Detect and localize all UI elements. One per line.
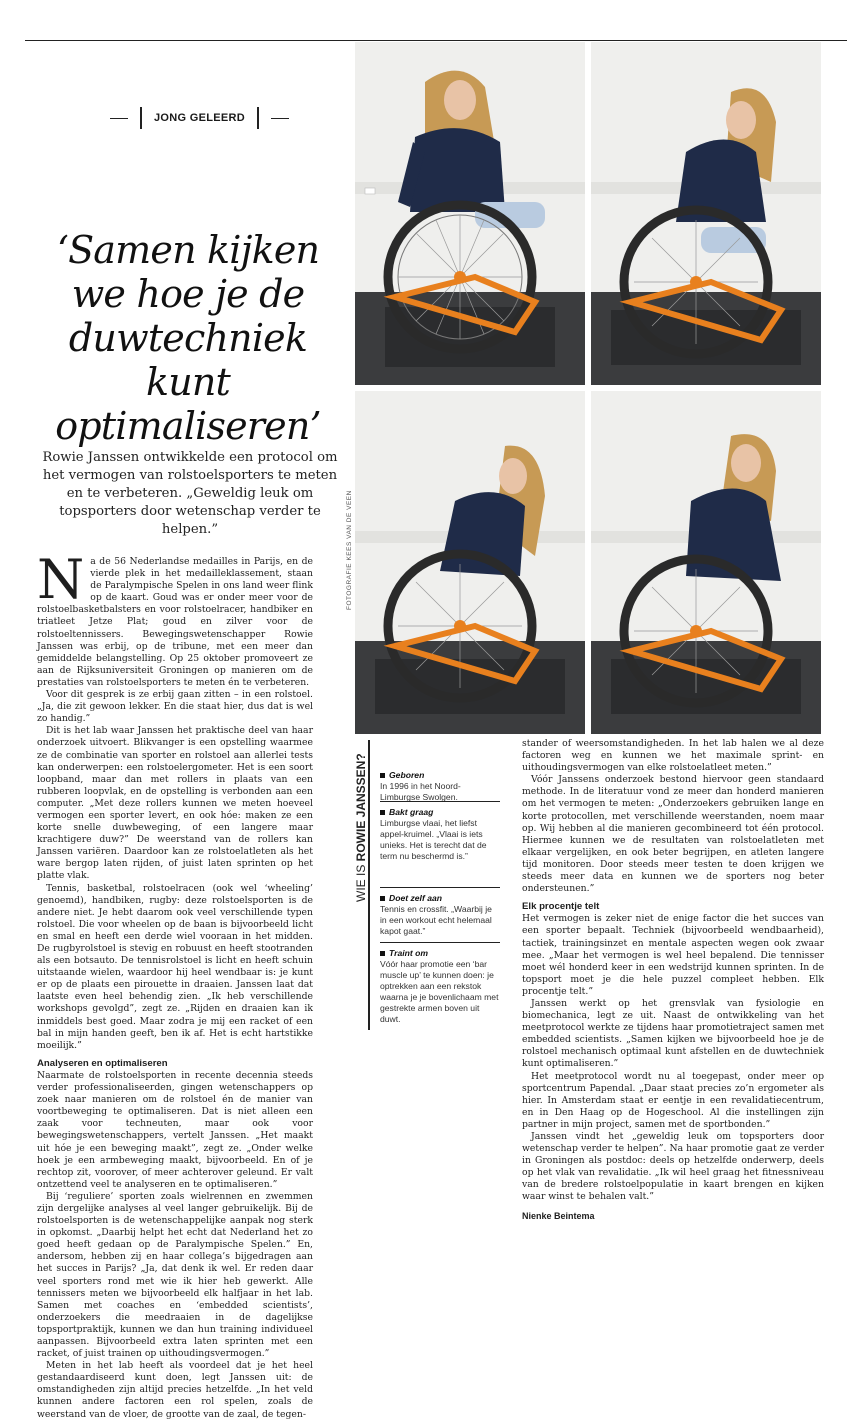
subheading: Analyseren en optimaliseren bbox=[37, 1057, 168, 1069]
paragraph: Janssen werkt op het grensvlak van fysiologie en biomechanica, legt ze uit. Naast de ontwikkeling van het meetprotocol werkte ze tijdens haar promotietraject samen met embedded scientists. „Samen kijken we bijvoorbeeld hoe je de rolstoel mechanisch optimaal kunt afstellen en de duwtechniek kunt optimaliseren.” bbox=[522, 997, 824, 1070]
sidebar-item-text: Tennis en crossfit. „Waarbij je in een workout echt helemaal kapot gaat.” bbox=[380, 904, 492, 936]
sidebar-item-head: Bakt graag bbox=[380, 807, 500, 818]
sidebar-title bbox=[354, 753, 368, 902]
sidebar-title-prefix: WIE IS bbox=[354, 861, 368, 902]
photo-grid bbox=[355, 42, 822, 736]
paragraph: Dit is het lab waar Janssen het praktische deel van haar onderzoek uitvoert. Blikvanger is een opstelling waarmee ze de combinatie van sporter en rolstoel aan allerlei tests kan onderwerpen: een rolstoelergometer. Het is een soort loopband, maar dan met rollers in plaats van een rubberen loopvlak, en de opstelling is verbonden aan een computer. „Met deze rollers kunnen we meten hoeveel vermogen een sporter levert, en ook hóe: maken ze een korte snelle duwbeweging, of een langere maar krachtigere duw?” De weerstand van de rollers kan Janssen variëren. Daardoor kan ze rolstoelatleten als het ware bergop laten rijden, of juist laten sprinten op het platte vlak. bbox=[37, 725, 313, 882]
section-line-right bbox=[271, 118, 289, 119]
sidebar-separator bbox=[380, 887, 500, 888]
sidebar-item-bakes bbox=[380, 807, 500, 862]
sidebar-item-sports bbox=[380, 893, 500, 937]
section-bar-right bbox=[257, 107, 259, 129]
photo-1 bbox=[355, 42, 585, 385]
paragraph: Voor dit gesprek is ze erbij gaan zitten – in een rolstoel. „Ja, die zit gewoon lekker. En die staat hier, dus dat is wel zo handig.” bbox=[37, 689, 313, 725]
paragraph: stander of weersomstandigheden. In het lab halen we al deze factoren weg en kunnen we het maximale sprint- en uithoudingsvermogen van elke rolstoelatleet meten.” bbox=[522, 738, 824, 774]
section-label-text: JONG GELEERD bbox=[153, 112, 245, 124]
photo-4 bbox=[591, 391, 821, 734]
paragraph: Vóór Janssens onderzoek bestond hiervoor geen standaard methode. In de literatuur vond ze meer dan honderd manieren om het vermogen te meten: „Onderzoekers gebruiken lange en korte protocollen, met verschillende weerstanden, noem maar op. Wij hebben al die manieren gecombineerd tot één protocol. Hiermee kunnen we de resultaten van rolstoelatleten met elkaar vergelijken, en ook beter begrijpen, en atleten langere tijd monitoren. Door steeds meer testen te doen krijgen we steeds meer data en kunnen we de sporters nog beter ondersteunen.” bbox=[522, 774, 824, 895]
top-rule bbox=[25, 40, 847, 41]
intro-text: Rowie Janssen ontwikkelde een protocol om het vermogen van rolstoelsporters te meten en te verbeteren. „Geweldig leuk om topsporters door wetenschap verder te helpen.” bbox=[42, 450, 338, 537]
sidebar-item-text: Limburgse vlaai, het liefst appel-kruimel. „Vlaai is iets unieks. Het is terecht dat de term nu beschermd is.” bbox=[380, 818, 487, 861]
subheading: Elk procentje telt bbox=[522, 901, 600, 913]
paragraph: Bij ‘reguliere’ sporten zoals wielrennen en zwemmen zijn dergelijke analyses al veel langer gebruikelijk. Bij de rolstoelsporten is de wetenschappelijke aanpak nog sterk in opkomst. „Daarbij helpt het echt dat Nederland het zo goed heeft gedaan op de Paralympische Spelen.” En, andersom, hebben zij en haar collega’s bijgedragen aan het succes in Parijs? „Ja, dat denk ik wel. Er reden daar veel sporters rond met wie ik hier heb gewerkt. Alle tennissers meten we bijvoorbeeld elk halfjaar in het lab. Samen met coaches en ‘embedded scientists’, onderzoekers die meedraaien in de dagelijkse topsportpraktijk, kunnen we dan hun training individueel aanpassen. Bijvoorbeeld extra laten sprinten met een racket, of juist trainen op uithoudingsvermogen.” bbox=[37, 1190, 313, 1360]
article-column-1 bbox=[37, 548, 313, 1421]
dropcap: N bbox=[37, 548, 85, 611]
photo-3 bbox=[355, 391, 585, 734]
section-bar-left bbox=[140, 107, 142, 129]
article-column-3 bbox=[522, 738, 824, 1222]
byline: Nienke Beintema bbox=[522, 1210, 595, 1221]
sidebar-item-trains bbox=[380, 948, 500, 1025]
sidebar-item-born bbox=[380, 770, 500, 803]
section-label bbox=[92, 107, 307, 129]
sidebar-rule bbox=[368, 740, 370, 1030]
sidebar-separator bbox=[380, 942, 500, 943]
section-line-left bbox=[110, 118, 128, 119]
photo-credit: FOTOGRAFIE KEES VAN DE VEEN bbox=[346, 490, 353, 610]
paragraph: a de 56 Nederlandse medailles in Parijs, en de vierde plek in het medailleklassement, staan de Paralympische Spelen in ons land weer flink op de kaart. Goud was er onder meer voor de rolstoelbasketbalsters en voor rolstoelracer, handbiker en triatleet Jetze Plat; goud en zilver voor de rolstoeltennissers. Bewegingswetenschapper Rowie Janssen was erbij, op de tribune, met een meer dan gemiddelde belangstelling. Op 25 oktober promoveert ze aan de Rijksuniversiteit Groningen op manieren om de prestaties van rolstoelsporters te meten én te verbeteren. bbox=[37, 556, 313, 688]
sidebar-separator bbox=[380, 801, 500, 802]
paragraph: Het meetprotocol wordt nu al toegepast, onder meer op sportcentrum Papendal. „Daar staat precies zo’n ergometer als hier. In Amsterdam staat er eentje in een revalidatiecentrum, en in Den Haag op de Hogeschool. Al die instellingen zijn partner in mijn project, samen met de sportbonden.” bbox=[522, 1070, 824, 1130]
headline: ‘Samen kijken we hoe je de duwtechniek kunt optimaliseren’ bbox=[55, 228, 321, 448]
sidebar-item-head: Geboren bbox=[380, 770, 500, 781]
sidebar-item-head: Doet zelf aan bbox=[380, 893, 500, 904]
paragraph: Tennis, basketbal, rolstoelracen (ook wel ‘wheeling’ genoemd), handbiken, rugby: deze rolstoelsporten is de andere niet. Je hebt daarom ook veel verschillende typen rolstoel. Die voor wheelen op de baan is bijvoorbeeld licht en smal en heeft een derde wiel vooraan in het midden. De rugbyrolstoel is stevig en robuust en heeft stootranden als een botsauto. De tennisrolstoel is licht en heeft schuin uitstaande wielen, waardoor hij heel wendbaar is: je kunt er op de plaats een pirouette in draaien. Janssen laat dat laatste even heel behendig zien. „Ik heb verschillende workshops gevolgd”, zegt ze. „Rijden en draaien kan ik inmiddels best goed. Maar zodra je mij een racket of een bal in mijn handen geeft, ben ik af. Het is echt hartstikke moeilijk.” bbox=[37, 882, 313, 1051]
sidebar-item-head: Traint om bbox=[380, 948, 500, 959]
paragraph: Naarmate de rolstoelsporten in recente decennia steeds verder professionaliseerden, gingen wetenschappers op zoek naar manieren om de rolstoel én de manier van voortbeweging te optimaliseren. Dat is niet alleen een zaak voor techneuten, maar ook voor bewegingswetenschappers, vertelt Janssen. „Het maakt uit hóe je een beweging maakt”, zegt ze. „Onder welke hoek je een armbeweging maakt, bijvoorbeeld. En of je rechtop zit, voorover, of meer achterover geleund. Er valt ontzettend veel te analyseren en te optimaliseren.” bbox=[37, 1069, 313, 1190]
paragraph: Het vermogen is zeker niet de enige factor die het succes van een sporter bepaalt. Techniek (bijvoorbeeld wendbaarheid), tactiek, trainingsinzet en mentale aspecten wegen ook zwaar mee. „Maar het vermogen is wel heel bepalend. Die tennisser moet wél honderd keer in een wedstrijd kunnen sprinten. In de topsport moet je die hele puzzel compleet hebben. Elk procentje telt.” bbox=[522, 913, 824, 997]
photo-2 bbox=[591, 42, 821, 385]
sidebar-title-bold: ROWIE JANSSEN? bbox=[354, 753, 368, 862]
sidebar-item-text: In 1996 in het Noord-Limburgse Swolgen. bbox=[380, 781, 461, 802]
paragraph: Meten in het lab heeft als voordeel dat je het heel gestandaardiseerd kunt doen, legt Janssen uit: de omstandigheden zijn altijd precies hetzelfde. „In het veld kunnen andere factoren een rol spelen, zoals de weerstand van de vloer, de grootte van de zaal, de tegen- bbox=[37, 1360, 313, 1420]
sidebar-item-text: Vóór haar promotie een ‘bar muscle up’ te kunnen doen: je optrekken aan een rekstok waarna je je bovenlichaam met gestrekte armen boven uit duwt. bbox=[380, 959, 499, 1024]
paragraph: Janssen vindt het „geweldig leuk om topsporters door wetenschap verder te helpen”. Na haar promotie gaat ze verder in Groningen als postdoc: deels op hetzelfde onderwerp, deels op het vlak van revalidatie. „Ik wil heel graag het fitnessniveau van de bredere rolstoelpopulatie in kaart brengen en kijken waar winst te behalen valt.” bbox=[522, 1131, 824, 1203]
